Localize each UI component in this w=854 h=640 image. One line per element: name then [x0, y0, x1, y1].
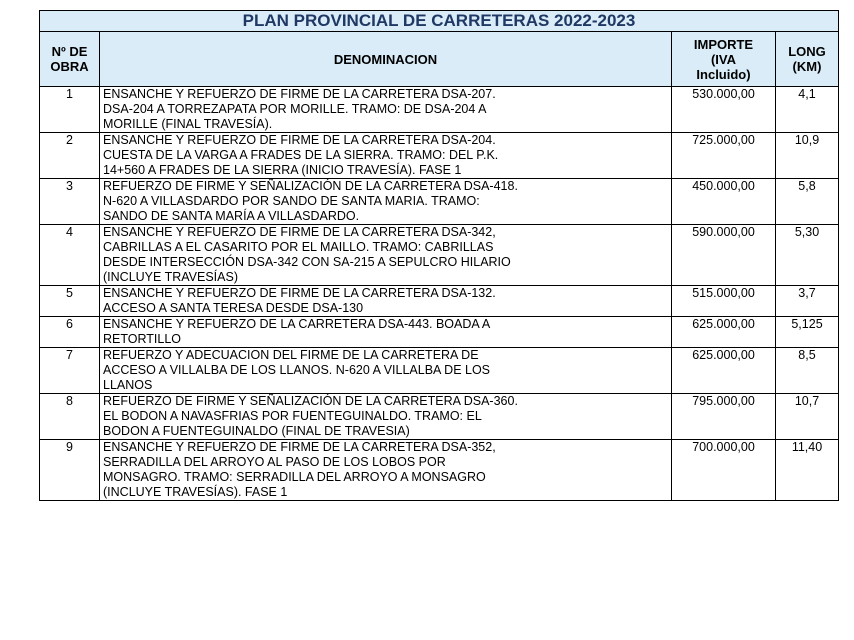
- obra-number: 7: [40, 348, 100, 394]
- importe-cell: 625.000,00: [672, 317, 776, 348]
- works-table: [39, 10, 839, 501]
- denominacion-line: DSA-204 A TORREZAPATA POR MORILLE. TRAMO: DE DSA-204 A: [103, 102, 487, 116]
- denominacion-line: REFUERZO DE FIRME Y SEÑALIZACIÓN DE LA CARRETERA DSA-360.: [103, 394, 518, 408]
- header-denominacion: DENOMINACION: [100, 32, 672, 87]
- denominacion-line: SANDO DE SANTA MARÍA A VILLASDARDO.: [103, 209, 360, 223]
- denominacion-line: N-620 A VILLASDARDO POR SANDO DE SANTA MARIA. TRAMO:: [103, 194, 480, 208]
- longitud-cell: 8,5: [776, 348, 839, 394]
- header-num: [40, 32, 100, 87]
- obra-number: 3: [40, 179, 100, 225]
- obra-number: 6: [40, 317, 100, 348]
- obra-number: 2: [40, 133, 100, 179]
- longitud-cell: 10,9: [776, 133, 839, 179]
- denominacion-line: ACCESO A SANTA TERESA DESDE DSA-130: [103, 301, 364, 315]
- table-title: PLAN PROVINCIAL DE CARRETERAS 2022-2023: [40, 11, 839, 32]
- importe-cell: 515.000,00: [672, 286, 776, 317]
- header-num-line: OBRA: [50, 59, 89, 74]
- denominacion-cell: [100, 394, 672, 440]
- table-body: [40, 87, 839, 501]
- denominacion-line: ENSANCHE Y REFUERZO DE FIRME DE LA CARRETERA DSA-207.: [103, 87, 496, 101]
- importe-cell: 700.000,00: [672, 440, 776, 501]
- denominacion-line: CABRILLAS A EL CASARITO POR EL MAILLO. TRAMO: CABRILLAS: [103, 240, 494, 254]
- importe-cell: 450.000,00: [672, 179, 776, 225]
- importe-cell: 590.000,00: [672, 225, 776, 286]
- longitud-cell: 3,7: [776, 286, 839, 317]
- obra-number: 1: [40, 87, 100, 133]
- denominacion-line: MORILLE (FINAL TRAVESÍA).: [103, 117, 273, 131]
- table-row: [40, 179, 839, 225]
- table-row: [40, 348, 839, 394]
- obra-number: 8: [40, 394, 100, 440]
- document: [39, 10, 838, 501]
- denominacion-line: REFUERZO Y ADECUACION DEL FIRME DE LA CARRETERA DE: [103, 348, 479, 362]
- header-importe: [672, 32, 776, 87]
- denominacion-line: BODON A FUENTEGUINALDO (FINAL DE TRAVESIA): [103, 424, 410, 438]
- obra-number: 4: [40, 225, 100, 286]
- header-importe-line: IMPORTE: [693, 36, 754, 52]
- denominacion-line: 14+560 A FRADES DE LA SIERRA (INICIO TRAVESÍA). FASE 1: [103, 163, 462, 177]
- denominacion-line: ACCESO A VILLALBA DE LOS LLANOS. N-620 A VILLALBA DE LOS: [103, 363, 491, 377]
- table-row: [40, 394, 839, 440]
- table-row: [40, 87, 839, 133]
- header-row: [40, 32, 839, 87]
- table-row: [40, 225, 839, 286]
- denominacion-line: ENSANCHE Y REFUERZO DE FIRME DE LA CARRETERA DSA-204.: [103, 133, 496, 147]
- denominacion-line: ENSANCHE Y REFUERZO DE FIRME DE LA CARRETERA DSA-352,: [103, 440, 496, 454]
- importe-cell: 530.000,00: [672, 87, 776, 133]
- denominacion-cell: [100, 317, 672, 348]
- denominacion-line: LLANOS: [103, 378, 153, 392]
- longitud-cell: 11,40: [776, 440, 839, 501]
- denominacion-cell: [100, 348, 672, 394]
- denominacion-line: CUESTA DE LA VARGA A FRADES DE LA SIERRA. TRAMO: DEL P.K.: [103, 148, 499, 162]
- importe-cell: 725.000,00: [672, 133, 776, 179]
- importe-cell: 625.000,00: [672, 348, 776, 394]
- header-long: [776, 32, 839, 87]
- denominacion-cell: [100, 225, 672, 286]
- table-row: [40, 286, 839, 317]
- denominacion-line: (INCLUYE TRAVESÍAS). FASE 1: [103, 485, 288, 499]
- denominacion-cell: [100, 440, 672, 501]
- header-importe-line: Incluido): [696, 66, 751, 82]
- header-long-line: (KM): [792, 59, 822, 74]
- denominacion-line: ENSANCHE Y REFUERZO DE FIRME DE LA CARRETERA DSA-132.: [103, 286, 496, 300]
- denominacion-line: ENSANCHE Y REFUERZO DE LA CARRETERA DSA-443. BOADA A: [103, 317, 491, 331]
- obra-number: 9: [40, 440, 100, 501]
- header-importe-line: (IVA: [710, 51, 737, 67]
- header-num-line: Nº DE: [51, 44, 88, 59]
- longitud-cell: 10,7: [776, 394, 839, 440]
- denominacion-line: MONSAGRO. TRAMO: SERRADILLA DEL ARROYO A MONSAGRO: [103, 470, 486, 484]
- denominacion-line: ENSANCHE Y REFUERZO DE FIRME DE LA CARRETERA DSA-342,: [103, 225, 496, 239]
- importe-cell: 795.000,00: [672, 394, 776, 440]
- denominacion-line: (INCLUYE TRAVESÍAS): [103, 270, 238, 284]
- table-row: [40, 317, 839, 348]
- longitud-cell: 5,8: [776, 179, 839, 225]
- header-long-line: LONG: [788, 44, 826, 59]
- denominacion-cell: [100, 179, 672, 225]
- denominacion-line: RETORTILLO: [103, 332, 182, 346]
- denominacion-cell: [100, 133, 672, 179]
- denominacion-line: SERRADILLA DEL ARROYO AL PASO DE LOS LOBOS POR: [103, 455, 446, 469]
- longitud-cell: 5,125: [776, 317, 839, 348]
- denominacion-line: DESDE INTERSECCIÓN DSA-342 CON SA-215 A SEPULCRO HILARIO: [103, 255, 511, 269]
- denominacion-line: REFUERZO DE FIRME Y SEÑALIZACIÓN DE LA CARRETERA DSA-418.: [103, 179, 518, 193]
- denominacion-cell: [100, 286, 672, 317]
- denominacion-cell: [100, 87, 672, 133]
- denominacion-line: EL BODON A NAVASFRIAS POR FUENTEGUINALDO. TRAMO: EL: [103, 409, 482, 423]
- longitud-cell: 4,1: [776, 87, 839, 133]
- table-row: [40, 133, 839, 179]
- obra-number: 5: [40, 286, 100, 317]
- longitud-cell: 5,30: [776, 225, 839, 286]
- table-row: [40, 440, 839, 501]
